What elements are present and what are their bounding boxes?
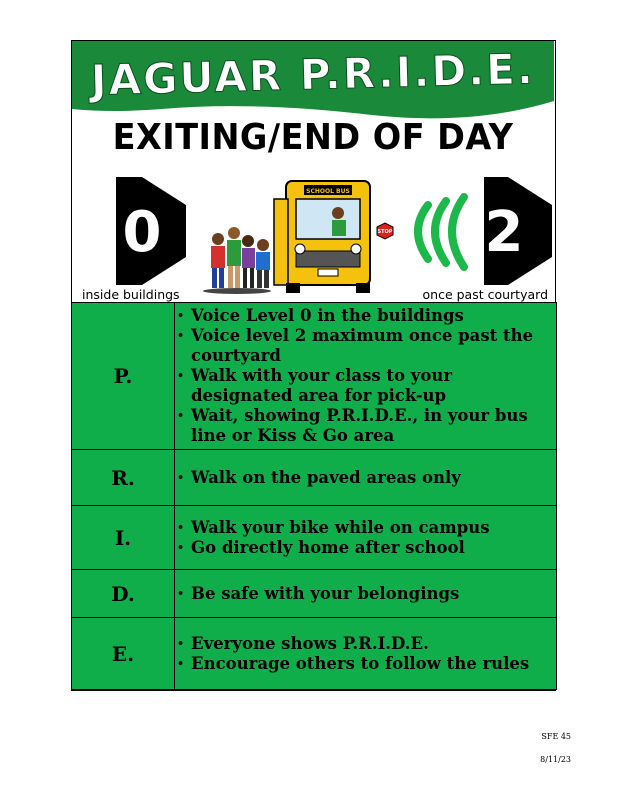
rule-item: • Walk on the paved areas only — [175, 468, 556, 488]
rule-item: • Voice level 2 maximum once past the courtyard — [175, 326, 556, 366]
rule-item: • Wait, showing P.R.I.D.E., in your bus line or Kiss & Go area — [175, 406, 556, 446]
rule-item: • Walk your bike while on campus — [175, 518, 556, 538]
rule-row-p — [72, 303, 557, 450]
banner-title: JAGUAR P.R.I.D.E. — [90, 44, 536, 105]
rule-item: • Go directly home after school — [175, 538, 556, 558]
footer-code: SFE 45 — [541, 732, 571, 741]
rule-row-r — [72, 450, 557, 506]
rule-items — [175, 306, 556, 446]
rule-letter: P. — [72, 303, 175, 450]
voice-level-left: 0 — [122, 200, 162, 265]
page-subtitle: EXITING/END OF DAY — [112, 117, 514, 158]
rule-row-d — [72, 570, 557, 618]
title-banner — [72, 41, 554, 121]
rule-item: • Walk with your class to your designated area for pick-up — [175, 366, 556, 406]
bus-label: SCHOOL BUS — [306, 188, 350, 195]
rules-table — [71, 302, 557, 690]
school-bus-illustration — [274, 181, 393, 293]
speaker-icon-right — [484, 177, 552, 285]
hero-illustration — [72, 169, 554, 303]
rule-letter: D. — [72, 570, 175, 618]
caption-inside-buildings: inside buildings — [82, 287, 180, 302]
rule-item: • Be safe with your belongings — [175, 584, 556, 604]
rule-items — [175, 518, 556, 558]
speaker-icon-left — [116, 177, 186, 285]
rule-row-i — [72, 506, 557, 570]
footer-date: 8/11/23 — [540, 755, 571, 764]
rule-letter: R. — [72, 450, 175, 506]
stop-sign-label: STOP — [377, 229, 393, 235]
kids-illustration — [203, 227, 271, 294]
rule-letter: E. — [72, 618, 175, 690]
sound-waves-icon — [418, 197, 464, 267]
rule-item: • Everyone shows P.R.I.D.E. — [175, 634, 556, 654]
caption-past-courtyard: once past courtyard — [422, 287, 548, 302]
rule-item: • Voice Level 0 in the buildings — [175, 306, 556, 326]
rule-letter: I. — [72, 506, 175, 570]
rule-items — [175, 634, 556, 674]
poster — [71, 40, 556, 691]
rule-items — [175, 468, 556, 488]
rule-items — [175, 584, 556, 604]
rule-row-e — [72, 618, 557, 690]
voice-level-right: 2 — [484, 200, 524, 265]
rule-item: • Encourage others to follow the rules — [175, 654, 556, 674]
